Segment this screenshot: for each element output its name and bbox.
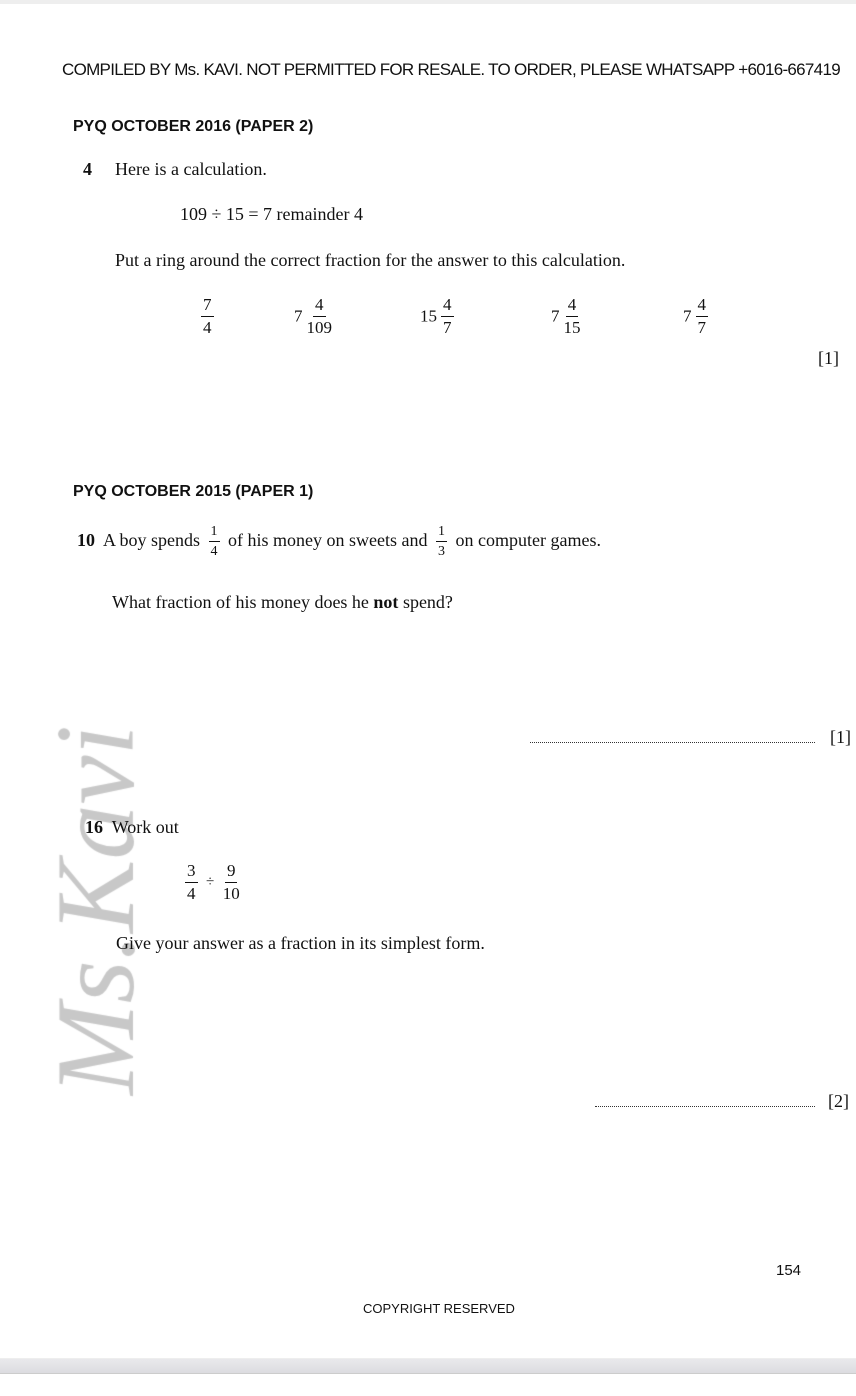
marks-q4: [1]: [818, 348, 839, 368]
denominator: 7: [443, 318, 452, 337]
copyright-footer: COPYRIGHT RESERVED: [363, 1301, 515, 1316]
denominator: 109: [306, 318, 332, 337]
question-16-instruction: Give your answer as a fraction in its simplest form.: [116, 933, 485, 953]
whole-number: 15: [420, 306, 437, 326]
page-number: 154: [776, 1262, 802, 1279]
fraction-one-quarter: $\frac{1}{4}$: [210, 524, 218, 560]
option-7-4-over-109[interactable]: [294, 296, 336, 337]
q10-text-c: on computer games.: [455, 530, 601, 550]
option-7-4-over-15[interactable]: [551, 296, 585, 337]
question-4-text: Here is a calculation.: [115, 159, 267, 179]
option-15-4-over-7[interactable]: [420, 296, 458, 337]
top-border: [0, 0, 856, 4]
fraction-one-third: $\frac{1}{3}$: [438, 524, 445, 560]
marks-q16: [2]: [828, 1091, 849, 1111]
question-16-line: [85, 817, 179, 838]
option-7-4-over-7[interactable]: [683, 296, 712, 337]
denominator: 4: [203, 318, 212, 337]
marks-q10: [1]: [830, 727, 851, 747]
whole-number: 7: [294, 306, 303, 326]
header-notice: COMPILED BY Ms. KAVI. NOT PERMITTED FOR RESALE. TO ORDER, PLEASE WHATSAPP +6016-667419: [62, 60, 840, 79]
q10-text-b: of his money on sweets and: [228, 530, 428, 550]
numerator: 7: [201, 296, 214, 317]
scroll-divider: [0, 1358, 856, 1374]
denominator: 15: [563, 318, 581, 337]
question-number-16: 16: [85, 817, 103, 837]
answer-line-q16[interactable]: [595, 1106, 815, 1107]
answer-line-q10[interactable]: [530, 742, 815, 743]
section-title-2015: PYQ OCTOBER 2015 (PAPER 1): [73, 483, 314, 500]
numerator: 4: [441, 296, 454, 317]
calculation: 109 ÷ 15 = 7 remainder 4: [180, 204, 363, 224]
denominator: 7: [697, 318, 706, 337]
section-title-2016: PYQ OCTOBER 2016 (PAPER 2): [73, 118, 314, 135]
q16-expression: $\frac{3}{4}$ ÷ $\frac{9}{10}$: [187, 861, 240, 903]
whole-number: 7: [551, 306, 560, 326]
option-7-over-4[interactable]: [197, 296, 218, 337]
watermark: [45, 720, 155, 1100]
question-4-instruction: Put a ring around the correct fraction for the answer to this calculation.: [115, 250, 626, 270]
whole-number: 7: [683, 306, 692, 326]
question-number-10: 10: [77, 530, 95, 550]
q10-text-a: A boy spends: [103, 530, 201, 550]
numerator: 4: [313, 296, 326, 317]
q16-text: Work out: [111, 817, 179, 837]
question-10-line: [77, 522, 601, 559]
numerator: 4: [696, 296, 709, 317]
question-number-4: 4: [83, 159, 92, 179]
question-10-prompt: What fraction of his money does he not spend?: [112, 592, 453, 612]
numerator: 4: [566, 296, 579, 317]
